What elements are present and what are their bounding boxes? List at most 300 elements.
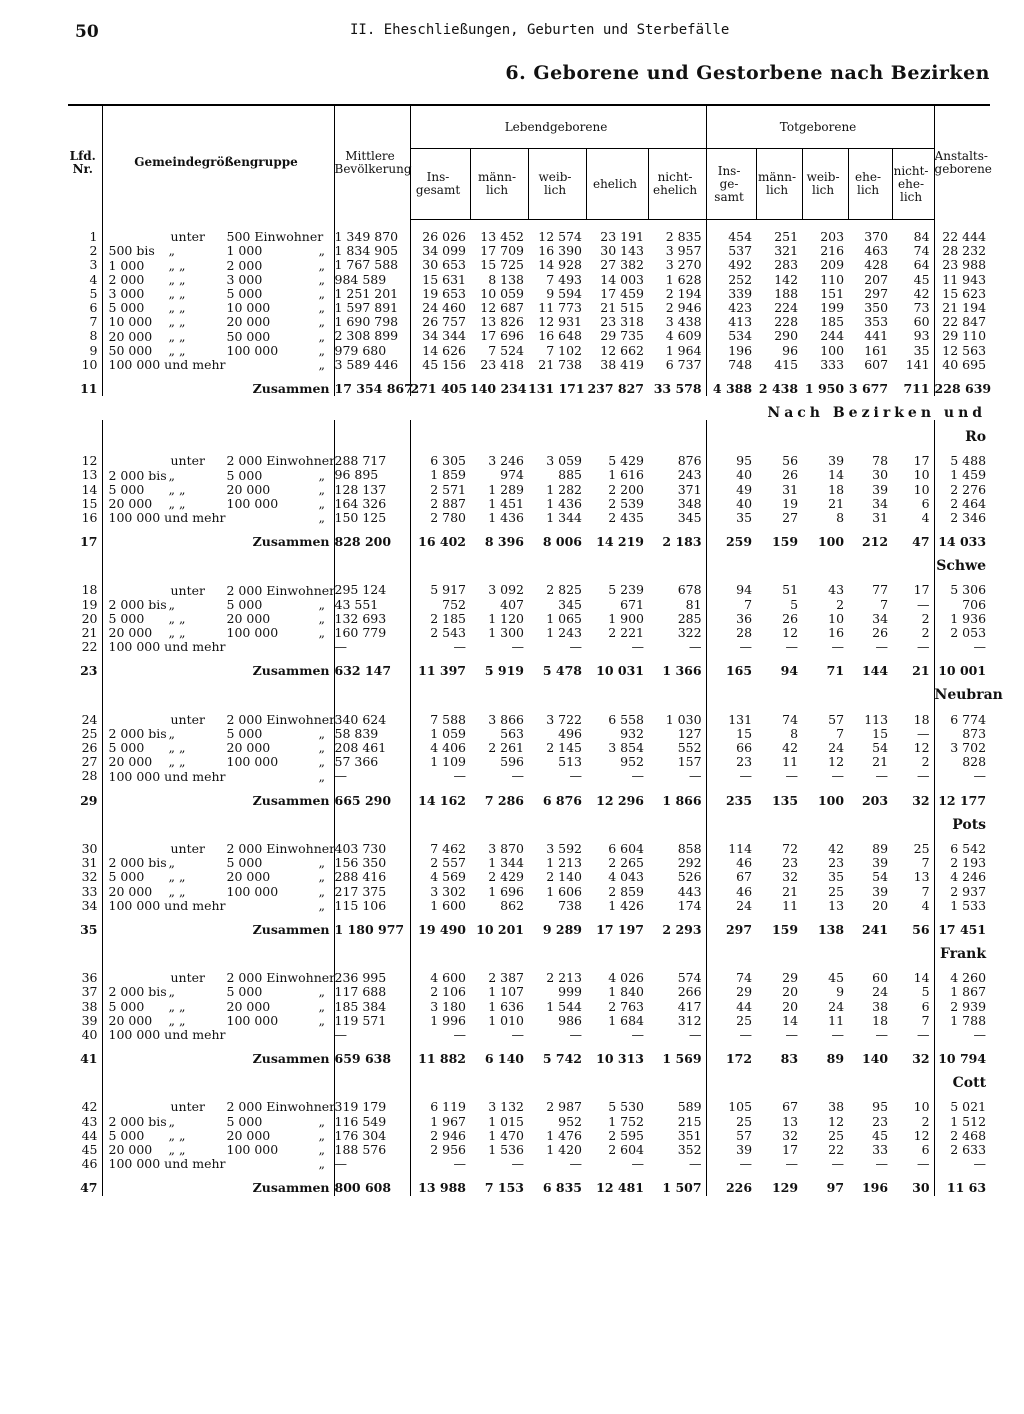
- value-cell: 12 563: [942, 342, 987, 358]
- value-cell: 6 604: [608, 840, 644, 856]
- table-row: [68, 315, 990, 329]
- table-row: [68, 899, 990, 913]
- total-value-cell: 100: [817, 792, 845, 808]
- size-group-box: [103, 273, 330, 287]
- spacer-cell: [892, 937, 934, 961]
- size-group-c: 20 000: [226, 998, 271, 1014]
- value-cell: 17 709: [480, 243, 524, 259]
- value-cell: 352: [648, 1143, 706, 1157]
- value-cell: 2 543: [430, 625, 466, 641]
- spacer-cell: [802, 1066, 848, 1090]
- value-cell: 2 780: [430, 510, 466, 526]
- col-header-anstaltsgeborene: Anstalts- geborene: [934, 105, 990, 220]
- total-value-cell: 800 608: [334, 1181, 410, 1195]
- value-cell: 29: [736, 984, 753, 1000]
- value-cell: 15 631: [422, 271, 466, 287]
- spacer-row: [68, 703, 990, 713]
- spacer-cell: [648, 937, 706, 961]
- value-cell: 114: [728, 840, 753, 856]
- value-cell: 21: [872, 754, 889, 770]
- value-cell: 7: [892, 885, 934, 899]
- value-cell: 116 549: [334, 1115, 410, 1129]
- value-cell: 209: [820, 257, 845, 273]
- value-cell: 132 693: [334, 612, 410, 626]
- value-cell: 1 767 588: [334, 258, 410, 272]
- size-group-c: 2 000 Einwohner: [226, 840, 336, 856]
- value-cell: 11: [782, 754, 799, 770]
- value-cell: 13: [828, 897, 845, 913]
- value-cell: 876: [648, 454, 706, 468]
- row-number: 17: [68, 535, 102, 549]
- value-cell: 60: [892, 315, 934, 329]
- value-cell: 2 140: [546, 869, 582, 885]
- size-group-d: „: [318, 768, 325, 784]
- size-group-cell: [102, 1129, 334, 1143]
- total-label: Zusammen: [102, 923, 334, 937]
- col-header-lb-insgesamt: Ins- gesamt: [410, 149, 470, 220]
- size-group-box: [103, 985, 330, 999]
- value-cell: 215: [648, 1115, 706, 1129]
- size-group-a: 500 bis: [108, 243, 155, 259]
- value-cell: 345: [558, 596, 582, 612]
- value-cell: 290: [774, 328, 799, 344]
- row-number: 8: [68, 329, 102, 343]
- size-group-cell: [102, 741, 334, 755]
- total-value-cell: 56: [892, 923, 934, 937]
- total-value-cell: 16 402: [418, 534, 466, 550]
- value-cell: 862: [500, 897, 524, 913]
- spacer-cell: [706, 1066, 756, 1090]
- section-name: Schwe: [936, 558, 987, 575]
- value-cell: —: [785, 639, 799, 655]
- size-group-c: 2 000 Einwohner: [226, 711, 336, 727]
- size-group-b: „ „: [168, 481, 186, 497]
- row-number: 33: [68, 885, 102, 899]
- total-value-cell: 7 153: [484, 1180, 524, 1196]
- size-group-d: „: [318, 257, 325, 273]
- table-row: [68, 727, 990, 741]
- size-group-cell: [102, 842, 334, 856]
- spacer-cell: [410, 1066, 470, 1090]
- total-row: [68, 535, 990, 549]
- spacer-cell: [586, 937, 648, 961]
- value-cell: 2 946: [648, 301, 706, 315]
- value-cell: 251: [774, 229, 799, 244]
- value-cell: 128 137: [334, 483, 410, 497]
- value-cell: 203: [820, 229, 845, 244]
- size-group-a: 5 000: [108, 869, 145, 885]
- value-cell: —: [631, 1156, 644, 1172]
- value-cell: 174: [648, 899, 706, 913]
- total-value-cell: 2 293: [648, 923, 706, 937]
- table-row: [68, 1100, 990, 1114]
- value-cell: 526: [648, 870, 706, 884]
- total-row: [68, 1181, 990, 1195]
- row-number: 18: [68, 583, 102, 597]
- value-cell: 885: [558, 467, 582, 483]
- size-group-d: „: [318, 1142, 325, 1158]
- total-value-cell: 12 481: [596, 1180, 644, 1196]
- value-cell: —: [569, 639, 582, 655]
- value-cell: 4 246: [950, 869, 987, 885]
- total-value-cell: 11 63: [946, 1180, 987, 1196]
- size-group-a: 50 000: [108, 342, 153, 358]
- size-group-c: 20 000: [226, 314, 271, 330]
- size-group-c: 100 000: [226, 625, 279, 641]
- value-cell: 13 452: [480, 229, 524, 244]
- value-cell: 752: [442, 596, 466, 612]
- size-group-c: 2 000 Einwohner: [226, 970, 336, 986]
- total-value-cell: 17 451: [938, 921, 987, 937]
- size-group-b: „ „: [168, 1012, 186, 1028]
- value-cell: 51: [782, 582, 799, 598]
- size-group-cell: [102, 899, 334, 913]
- value-cell: 340 624: [334, 713, 410, 727]
- spacer-cell: [470, 1066, 528, 1090]
- value-cell: 17: [892, 583, 934, 597]
- total-value-cell: 159: [771, 921, 799, 937]
- col-header-lebendgeborene: Lebendgeborene: [410, 105, 706, 149]
- value-cell: 95: [736, 453, 753, 469]
- total-value-cell: 30: [892, 1181, 934, 1195]
- total-value-cell: 47: [892, 535, 934, 549]
- value-cell: 22: [828, 1141, 845, 1157]
- value-cell: 2 464: [950, 495, 987, 511]
- total-value-cell: 11 882: [418, 1051, 466, 1067]
- value-cell: 2 429: [488, 869, 524, 885]
- total-value-cell: 5 742: [542, 1051, 582, 1067]
- row-number: 25: [68, 727, 102, 741]
- value-cell: —: [648, 640, 706, 654]
- value-cell: 596: [500, 754, 524, 770]
- spacer-row: [68, 220, 990, 231]
- value-cell: 44: [736, 998, 753, 1014]
- value-cell: 1 964: [648, 344, 706, 358]
- total-value-cell: 94: [780, 663, 799, 679]
- spacer-cell: [334, 420, 410, 444]
- size-group-d: „: [318, 869, 325, 885]
- value-cell: 9 594: [546, 285, 582, 301]
- value-cell: —: [648, 769, 706, 783]
- section-name: Frank: [940, 945, 987, 962]
- total-label: Zusammen: [102, 664, 334, 678]
- total-value-cell: 12 296: [596, 792, 644, 808]
- row-number: 29: [68, 794, 102, 808]
- section-name: Cott: [952, 1075, 987, 1092]
- value-cell: 24: [828, 998, 845, 1014]
- value-cell: 2 261: [488, 740, 524, 756]
- value-cell: 3 180: [430, 998, 466, 1014]
- value-cell: 117 688: [334, 985, 410, 999]
- value-cell: 1 010: [488, 1012, 524, 1028]
- size-group-d: „: [318, 356, 325, 372]
- col-header-totgeborene: Totgeborene: [706, 105, 934, 149]
- size-group-cell: [102, 454, 334, 468]
- value-cell: 7: [892, 1014, 934, 1028]
- spacer-cell: [848, 679, 892, 703]
- spacer-cell: [648, 420, 706, 444]
- size-group-cell: [102, 483, 334, 497]
- value-cell: 4: [892, 511, 934, 525]
- size-group-b: unter: [170, 582, 205, 598]
- value-cell: 1 600: [430, 897, 466, 913]
- table-row: [68, 301, 990, 315]
- spacer-cell: [756, 937, 802, 961]
- value-cell: 1 243: [546, 625, 582, 641]
- spacer-cell: [334, 808, 410, 832]
- size-group-box: [103, 1014, 330, 1028]
- size-group-a: 5 000: [108, 1127, 145, 1143]
- value-cell: 45: [892, 273, 934, 287]
- value-cell: 29 110: [942, 328, 987, 344]
- value-cell: 25: [828, 883, 845, 899]
- value-cell: 4 569: [430, 869, 466, 885]
- value-cell: 12 662: [600, 342, 644, 358]
- value-cell: 2 987: [546, 1099, 582, 1115]
- size-group-b: „ „: [168, 869, 186, 885]
- col-header-lb-nichtehelich: nicht- ehelich: [648, 149, 706, 220]
- table-row: [68, 468, 990, 482]
- value-cell: 2 595: [608, 1127, 644, 1143]
- value-cell: 454: [728, 229, 753, 244]
- value-cell: 228: [774, 314, 799, 330]
- row-number: 41: [68, 1052, 102, 1066]
- value-cell: 2: [892, 612, 934, 626]
- value-cell: 94: [736, 582, 753, 598]
- value-cell: 2 835: [648, 230, 706, 244]
- spacer-cell: [470, 679, 528, 703]
- size-group-d: „: [318, 1113, 325, 1129]
- value-cell: 3 302: [430, 883, 466, 899]
- value-cell: 2 145: [546, 740, 582, 756]
- value-cell: 207: [864, 271, 889, 287]
- row-number: 1: [68, 230, 102, 244]
- value-cell: 2 193: [950, 855, 987, 871]
- size-group-box: [103, 330, 330, 344]
- value-cell: —: [739, 1026, 753, 1042]
- spacer-cell: [756, 549, 802, 573]
- value-cell: 81: [648, 598, 706, 612]
- page-number: 50: [75, 22, 99, 42]
- value-cell: 1 251 201: [334, 287, 410, 301]
- value-cell: 244: [820, 328, 845, 344]
- value-cell: —: [453, 1026, 466, 1042]
- value-cell: 34 344: [422, 328, 466, 344]
- spacer-cell: [848, 1066, 892, 1090]
- value-cell: —: [831, 1156, 845, 1172]
- value-cell: 45: [828, 970, 845, 986]
- value-cell: 236 995: [334, 971, 410, 985]
- value-cell: —: [453, 639, 466, 655]
- size-group-box: [103, 711, 336, 727]
- spacer-cell: [410, 808, 470, 832]
- table-row: [68, 1014, 990, 1028]
- value-cell: 285: [648, 612, 706, 626]
- size-group-d: „: [318, 984, 325, 1000]
- value-cell: —: [973, 1156, 987, 1172]
- size-group-b: „ „: [168, 328, 186, 344]
- row-number: 13: [68, 468, 102, 482]
- total-value-cell: 33 578: [648, 382, 706, 396]
- total-value-cell: 665 290: [334, 794, 410, 808]
- size-group-b: „ „: [168, 625, 186, 641]
- value-cell: 1 109: [430, 754, 466, 770]
- row-number: 38: [68, 1000, 102, 1014]
- value-cell: 1 065: [546, 610, 582, 626]
- spacer-cell: [470, 808, 528, 832]
- total-value-cell: 83: [780, 1051, 799, 1067]
- value-cell: 54: [872, 869, 889, 885]
- spacer-cell: [410, 679, 470, 703]
- total-value-cell: 1 180 977: [334, 923, 410, 937]
- value-cell: 16 390: [538, 243, 582, 259]
- spacer-cell: [68, 420, 102, 444]
- total-value-cell: 11 397: [418, 663, 466, 679]
- col-header-lb-ehelich: ehelich: [586, 149, 648, 220]
- row-number: 24: [68, 713, 102, 727]
- value-cell: 18: [872, 1012, 889, 1028]
- row-number: 31: [68, 856, 102, 870]
- spacer-cell: [102, 420, 334, 444]
- table-row: [68, 1157, 990, 1171]
- value-cell: 185 384: [334, 1000, 410, 1014]
- size-group-d: „: [318, 625, 325, 641]
- value-cell: 3 870: [488, 840, 524, 856]
- value-cell: —: [875, 639, 889, 655]
- spacer-cell: [892, 549, 934, 573]
- spacer-row: [68, 913, 990, 923]
- value-cell: 95: [872, 1099, 889, 1115]
- value-cell: 492: [728, 257, 753, 273]
- size-group-d: „: [318, 467, 325, 483]
- value-cell: 370: [864, 229, 889, 244]
- size-group-c: 2 000 Einwohner: [226, 582, 336, 598]
- size-group-d: „: [318, 314, 325, 330]
- size-group-b: „ „: [168, 342, 186, 358]
- size-group-cell: [102, 612, 334, 626]
- value-cell: 12: [828, 1113, 845, 1129]
- size-group-cell: [102, 1000, 334, 1014]
- size-group-box: [103, 1000, 330, 1014]
- value-cell: 12 574: [538, 229, 582, 244]
- value-cell: 2 185: [430, 610, 466, 626]
- value-cell: 1 344: [546, 510, 582, 526]
- size-group-box: [103, 598, 330, 612]
- value-cell: 1 788: [950, 1012, 987, 1028]
- size-group-cell: [102, 497, 334, 511]
- col-header-lb-weiblich: weib- lich: [528, 149, 586, 220]
- total-value-cell: 235: [725, 792, 753, 808]
- value-cell: —: [334, 769, 410, 783]
- row-number: 21: [68, 626, 102, 640]
- total-value-cell: 226: [725, 1180, 753, 1196]
- spacer-cell: [892, 1066, 934, 1090]
- value-cell: 100: [820, 342, 845, 358]
- value-cell: —: [569, 1156, 582, 1172]
- size-group-a: 10 000: [108, 314, 153, 330]
- value-cell: 10: [828, 610, 845, 626]
- value-cell: 345: [648, 511, 706, 525]
- spacer-cell: [848, 937, 892, 961]
- value-cell: 738: [558, 897, 582, 913]
- value-cell: 31: [872, 510, 889, 526]
- value-cell: 1 426: [608, 897, 644, 913]
- spacer-row: [68, 573, 990, 583]
- spacer-row: [68, 1042, 990, 1052]
- spacer-cell: [528, 420, 586, 444]
- value-cell: 283: [774, 257, 799, 273]
- value-cell: 1 282: [546, 481, 582, 497]
- size-group-b: unter: [170, 453, 205, 469]
- spacer-cell: [848, 420, 892, 444]
- value-cell: —: [631, 768, 644, 784]
- value-cell: —: [785, 1156, 799, 1172]
- size-group-c: 100 000: [226, 754, 279, 770]
- spacer-row: [68, 444, 990, 454]
- spacer-cell: [756, 420, 802, 444]
- size-group-cell: [102, 315, 334, 329]
- spacer-row: [68, 1090, 990, 1100]
- value-cell: 1 859: [430, 467, 466, 483]
- value-cell: 8: [790, 725, 799, 741]
- size-group-a: 5 000: [108, 481, 145, 497]
- size-group-cell: [102, 1157, 334, 1171]
- value-cell: 89: [872, 840, 889, 856]
- spacer-cell: [334, 937, 410, 961]
- spacer-cell: [528, 549, 586, 573]
- row-number: 5: [68, 287, 102, 301]
- value-cell: 2 946: [430, 1127, 466, 1143]
- value-cell: —: [875, 768, 889, 784]
- value-cell: 150 125: [334, 511, 410, 525]
- row-number: 20: [68, 612, 102, 626]
- total-value-cell: 3 677: [848, 381, 889, 397]
- value-cell: 348: [648, 497, 706, 511]
- value-cell: 157: [648, 755, 706, 769]
- value-cell: 2 308 899: [334, 329, 410, 343]
- value-cell: 217 375: [334, 885, 410, 899]
- spacer-cell: [648, 679, 706, 703]
- size-group-cell: [102, 1100, 334, 1114]
- value-cell: —: [785, 768, 799, 784]
- value-cell: 199: [820, 300, 845, 316]
- value-cell: 96: [782, 342, 799, 358]
- size-group-cell: [102, 344, 334, 358]
- value-cell: 23 318: [600, 314, 644, 330]
- value-cell: 74: [736, 970, 753, 986]
- size-group-box: [103, 453, 336, 469]
- size-group-c: 5 000: [226, 596, 263, 612]
- table-title: 6. Geborene und Gestorbene nach Bezirken: [505, 62, 990, 84]
- value-cell: —: [875, 1026, 889, 1042]
- spacer-cell: [586, 420, 648, 444]
- size-group-box: [103, 244, 330, 258]
- table-row: [68, 856, 990, 870]
- col-header-tg-insgesamt: Ins- ge- samt: [706, 149, 756, 220]
- size-group-box: [103, 230, 330, 244]
- value-cell: 73: [892, 301, 934, 315]
- value-cell: 463: [864, 243, 889, 259]
- size-group-box: [103, 755, 330, 769]
- row-number: 6: [68, 301, 102, 315]
- value-cell: 2 221: [608, 625, 644, 641]
- size-group-a: 100 000 und mehr: [108, 639, 226, 655]
- value-cell: 28: [736, 625, 753, 641]
- total-value-cell: 97: [826, 1180, 845, 1196]
- value-cell: 1 059: [430, 725, 466, 741]
- spacer-cell: [528, 937, 586, 961]
- spacer-cell: [586, 1066, 648, 1090]
